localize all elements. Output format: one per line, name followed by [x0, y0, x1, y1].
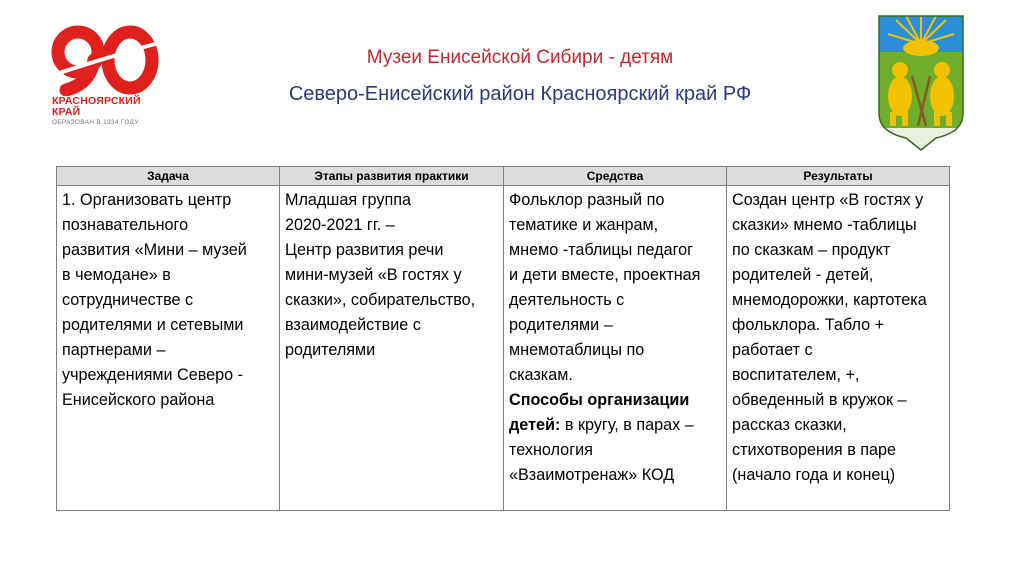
header-stages: Этапы развития практики: [280, 167, 504, 186]
logo-region-text: [52, 96, 141, 118]
cell-results: [727, 186, 950, 511]
table-header-row: [57, 167, 950, 186]
header-task: Задача: [57, 167, 280, 186]
logo-region-line1: КРАСНОЯРСКИЙ: [52, 95, 141, 107]
number-90-icon: [44, 24, 164, 96]
table-row: [57, 186, 950, 511]
logo-region-line2: КРАЙ: [52, 106, 81, 118]
anniversary-logo: [44, 24, 164, 134]
page-subtitle: Северо-Енисейский район Красноярский край РФ: [288, 83, 752, 105]
page-title: Музеи Енисейской Сибири - детям: [366, 47, 674, 68]
coat-of-arms-bears-gold-icon: [876, 14, 966, 154]
practice-table: [56, 166, 950, 511]
cell-task: [57, 186, 280, 511]
means-description: Фольклор разный по тематике и жанрам, мнемо -таблицы педагог и дети вместе, проектная деятельность с родителями – мнемотаблицы по сказкам.: [509, 191, 701, 384]
header: [230, 45, 810, 107]
task-text: 1. Организовать центр познавательного развития «Мини – музей в чемодане» в сотрудничестве с родителями и сетевыми партнерами – учреждениями Северо - Енисейского района: [62, 191, 247, 409]
logo-founded-text: ОБРАЗОВАН В 1934 ГОДУ: [52, 119, 139, 126]
means-methods-heading: Способы организации: [509, 391, 690, 409]
cell-stages: [280, 186, 504, 511]
means-methods-text: в кругу, в парах – технология «Взаимотренаж» КОД: [509, 416, 694, 484]
cell-means: [504, 186, 727, 511]
means-text: [509, 188, 722, 488]
means-methods-label: детей:: [509, 416, 561, 434]
results-text: Создан центр «В гостях у сказки» мнемо -таблицы по сказкам – продукт родителей - детей, мнемодорожки, картотека фольклора. Табло + работает с воспитателем, +, обведенный в кружок – рассказ сказки, стихотворения в паре (начало года и конец): [732, 191, 927, 484]
stages-text: Младшая группа 2020-2021 гг. – Центр развития речи мини-музей «В гостях у сказки», собирательство, взаимодействие с родителями: [285, 191, 476, 359]
header-results: Результаты: [727, 167, 950, 186]
header-means: Средства: [504, 167, 727, 186]
